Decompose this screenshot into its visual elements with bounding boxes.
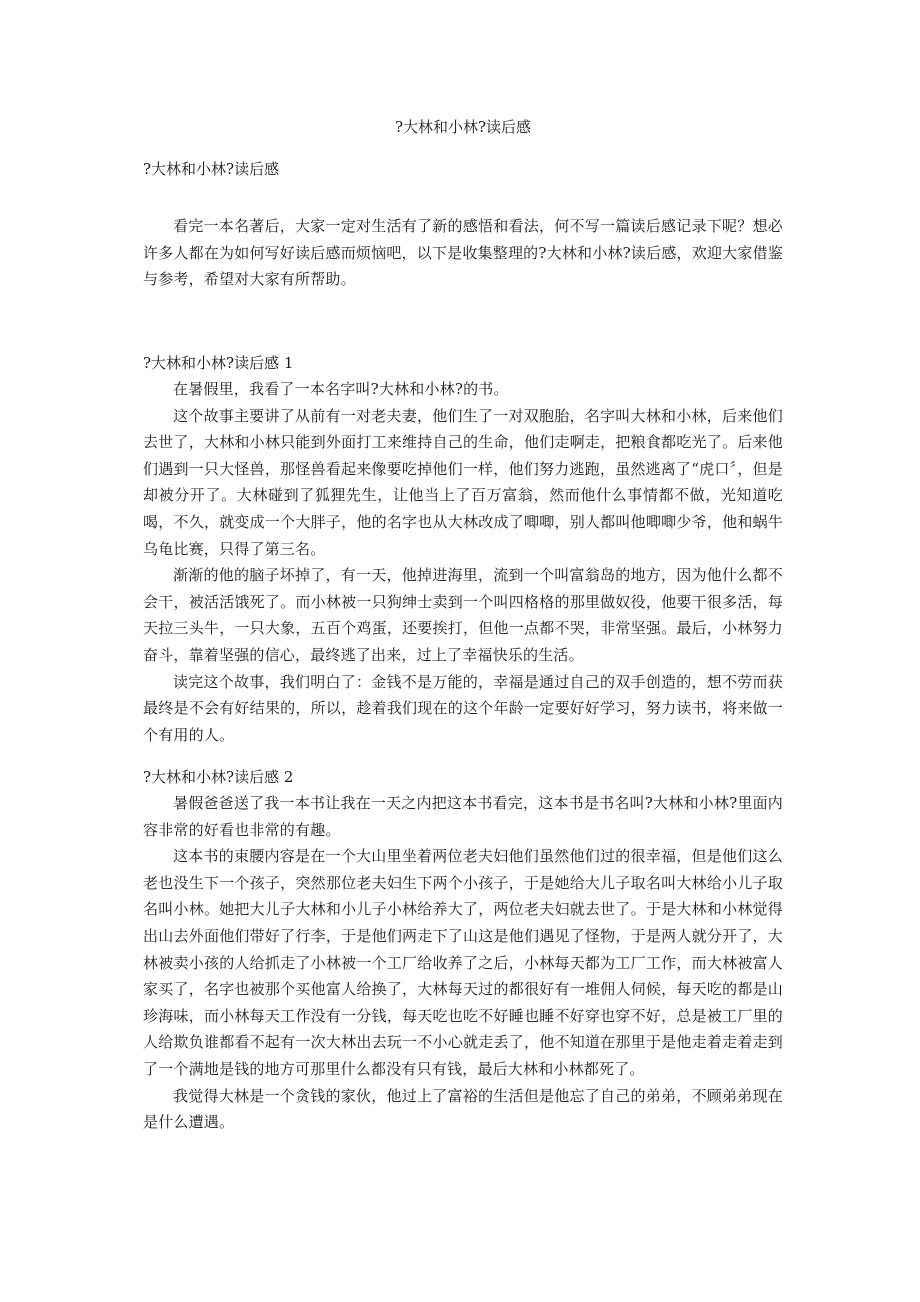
- paragraph: 这本书的束腰内容是在一个大山里坐着两位老夫妇他们虽然他们过的很幸福，但是他们这么老也没生下一个孩子，突然那位老夫妇生下两个小孩子，于是她给大儿子取名叫大林给小儿子取名叫小林。她把大儿子大林和小儿子小林给养大了，两位老夫妇就去世了。于是大林和小林觉得出山去外面他们带好了行李，于是他们两走下了山这是他们遇见了怪物，于是两人就分开了，大林被卖小孩的人给抓走了小林被一个工厂给收养了之后，小林每天都为工厂工作，而大林被富人家买了，名字也被那个买他富人给换了，大林每天过的都很好有一堆佣人伺候，每天吃的都是山珍海味，而小林每天工作没有一分钱，每天吃也吃不好睡也睡不好穿也穿不好，总是被工厂里的人给欺负谁都看不起有一次大林出去玩一不小心就走丢了，他不知道在那里于是他走着走着走到了一个满地是钱的地方可那里什么都没有只有钱，最后大林和小林都死了。: [143, 847, 783, 1078]
- paragraph: 在暑假里，我看了一本名字叫?大林和小林?的书。: [173, 380, 509, 398]
- section-1: [143, 350, 783, 748]
- section-2: [143, 764, 783, 1136]
- paragraph: 读完这个故事，我们明白了：金钱不是万能的，幸福是通过自己的双手创造的，想不劳而获最终是不会有好结果的，所以，趁着我们现在的这个年龄一定要好好学习，努力读书，将来做一个有用的人。: [143, 672, 783, 744]
- paragraph: 暑假爸爸送了我一本书让我在一天之内把这本书看完，这本书是书名叫?大林和小林?里面内容非常的好看也非常的有趣。: [143, 794, 783, 839]
- intro-block: [143, 213, 783, 293]
- intro-paragraph: 看完一本名著后，大家一定对生活有了新的感悟和看法，何不写一篇读后感记录下呢？想必许多人都在为如何写好读后感而烦恼吧，以下是收集整理的?大林和小林?读后感，欢迎大家借鉴与参考，希望对大家有所帮助。: [143, 217, 783, 289]
- document-title: ?大林和小林?读后感: [394, 118, 532, 136]
- paragraph: 我觉得大林是一个贪钱的家伙，他过上了富裕的生活但是他忘了自己的弟弟，不顾弟弟现在是什么遭遇。: [143, 1086, 783, 1132]
- paragraph: 渐渐的他的脑子坏掉了，有一天，他掉进海里，流到一个叫富翁岛的地方，因为他什么都不会干，被活活饿死了。而小林被一只狗绅士卖到一个叫四格格的那里做奴役，他要干很多活，每天拉三头牛，一只大象，五百个鸡蛋，还要挨打，但他一点都不哭，非常坚强。最后，小林努力奋斗，靠着坚强的信心，最终逃了出来，过上了幸福快乐的生活。: [143, 566, 783, 664]
- section-heading: ?大林和小林?读后感 1: [143, 354, 294, 372]
- document-subtitle: ?大林和小林?读后感: [143, 160, 280, 178]
- paragraph: 这个故事主要讲了从前有一对老夫妻，他们生了一对双胞胎，名字叫大林和小林，后来他们去世了，大林和小林只能到外面打工来维持自己的生命，他们走啊走，把粮食都吃光了。后来他们遇到一只大怪兽，那怪兽看起来像要吃掉他们一样，他们努力逃跑，虽然逃离了“虎口〞，但是却被分开了。大林碰到了狐狸先生，让他当上了百万富翁，然而他什么事情都不做，光知道吃喝，不久，就变成一个大胖子，他的名字也从大林改成了唧唧，别人都叫他唧唧少爷，他和蜗牛乌龟比赛，只得了第三名。: [143, 406, 783, 558]
- section-heading: ?大林和小林?读后感 2: [143, 768, 294, 786]
